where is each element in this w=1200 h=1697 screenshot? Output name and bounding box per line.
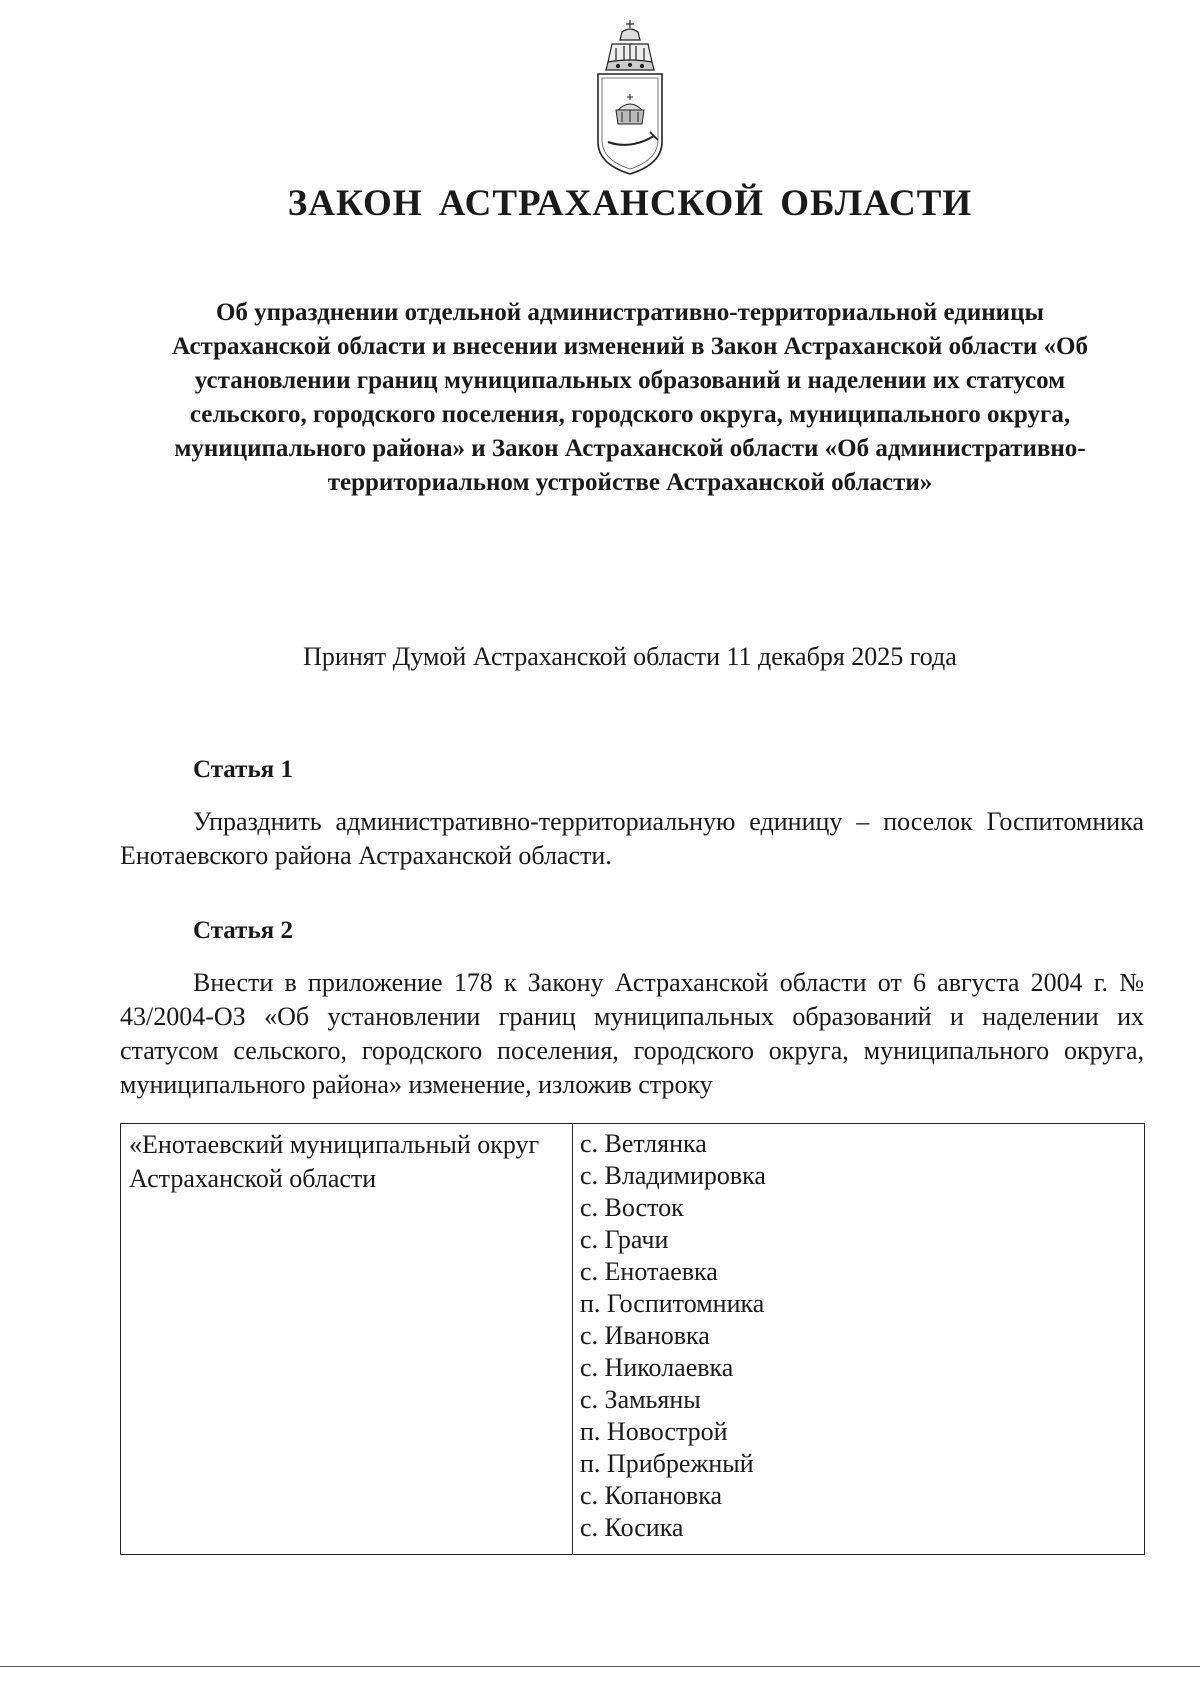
list-item: с. Владимировка — [580, 1161, 766, 1190]
list-item: с. Ветлянка — [580, 1129, 707, 1158]
adoption-line: Принят Думой Астраханской области 11 декабря 2025 года — [303, 642, 957, 671]
table-divider — [572, 1124, 573, 1554]
list-item: п. Прибрежный — [580, 1449, 754, 1478]
list-item: с. Грачи — [580, 1225, 669, 1254]
list-item: с. Николаевка — [580, 1353, 734, 1382]
list-item: п. Госпитомника — [580, 1289, 765, 1318]
article-2-text: Внести в приложение 178 к Закону Астраханской области от 6 августа 2004 г. № 43/2004-ОЗ «Об установлении границ муниципальных образований и наделении их статусом сельского, городского поселения, городского округа, муниципального округа, муниципального района» изменение, изложив строку — [120, 968, 1144, 1099]
list-item: с. Енотаевка — [580, 1257, 718, 1286]
settlements-table — [120, 1123, 1145, 1555]
list-item: п. Новострой — [580, 1417, 728, 1446]
list-item: с. Замьяны — [580, 1385, 701, 1414]
article-1-heading: Статья 1 — [193, 756, 293, 783]
list-item: с. Ивановка — [580, 1321, 710, 1350]
article-2-heading: Статья 2 — [193, 917, 293, 944]
table-left-cell: «Енотаевский муниципальный округ Астраханской области — [129, 1130, 540, 1193]
list-item: с. Восток — [580, 1193, 684, 1222]
page-bottom-rule — [0, 1666, 1200, 1667]
article-1-text: Упразднить административно-территориальную единицу – поселок Госпитомника Енотаевского района Астраханской области. — [120, 807, 1144, 870]
coat-of-arms-icon — [578, 18, 682, 178]
settlements-list — [580, 1128, 1120, 1544]
list-item: с. Косика — [580, 1513, 684, 1542]
document-title: ЗАКОН АСТРАХАНСКОЙ ОБЛАСТИ — [287, 183, 973, 224]
list-item: с. Копановка — [580, 1481, 723, 1510]
law-subtitle: Об упразднении отдельной административно-территориальной единицы Астраханской области и внесении изменений в Закон Астраханской области «Об установлении границ муниципальных образований и наделении их статусом сельского, городского поселения, городского округа, муниципального округа, муниципального района» и Закон Астраханской области «Об административно-территориальном устройстве Астраханской области» — [172, 299, 1088, 496]
